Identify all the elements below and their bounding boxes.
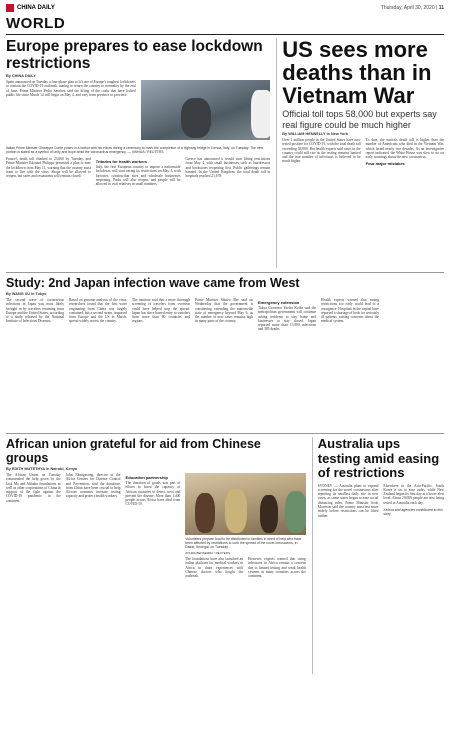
australia-headline: Australia ups testing amid easing of restrictions <box>317 436 440 480</box>
africa-col-3: The donation of goods was part of efforts to boost the capacity of African countries to detect, treat and prevent the disease. More than 1,400 people across Africa have died from COVID-19. <box>125 481 181 507</box>
paper-logo <box>6 4 55 12</box>
study-byline: By WANG XU in Tokyo <box>6 292 47 296</box>
australia-col-2: Elsewhere in the Asia-Pacific, South Korea is set to ease curbs, while New Zealand began its first day at a lower alert level. About 20,000 people are now being tested in Australia each day. <box>383 483 444 505</box>
study-col-1: The second wave of coronavirus infections in Japan was most likely brought in by travelers returning from Europe and the United States, according to a study released by the National Institute of Infectious Diseases. <box>6 298 64 324</box>
study-subhead: Emergency extension <box>258 300 300 305</box>
africa-subhead: Education partnership <box>125 475 168 480</box>
europe-byline: By CHINA DAILY <box>6 74 36 78</box>
europe-photo <box>141 80 271 140</box>
logo-icon <box>6 4 14 12</box>
study-article <box>6 276 444 430</box>
africa-col-1: The African Union on Tuesday commended the help given by the Jack Ma and Alibaba foundations as well as other corporations of China in support of the fight against the COVID-19 pandemic in the continent. <box>6 473 61 503</box>
page-date: Thursday, April 30, 2020 | <box>380 5 438 11</box>
europe-col-4: Greece has announced it would start lifting restrictions from May 4, with small businesses such as hairdressers and bookstores reopening first. Public gatherings remain banned. In the United Kingdom, the total death toll in hospitals reached 21,678. <box>185 157 271 179</box>
us-headline: US sees more deaths than in Vietnam War <box>282 37 432 108</box>
us-article <box>276 38 444 268</box>
africa-photo <box>185 473 305 535</box>
africa-col-4: The foundations have also launched an online platform for medical workers in Africa to share experiences with Chinese doctors who fought the outbreak. <box>185 557 244 579</box>
africa-headline: African union grateful for aid from Chinese groups <box>6 437 261 465</box>
study-col-2: Based on genome analysis of the virus, researchers found that the first wave originating from China was largely contained, but a second strain, imported from Europe and the US in March, spread widely across the country. <box>69 298 127 324</box>
paper-name: CHINA DAILY <box>17 5 55 11</box>
masthead <box>6 4 444 12</box>
europe-headline: Europe prepares to ease lockdown restrictions <box>6 38 263 72</box>
africa-photo-credit: ZOHRA BENSEMRA / REUTERS <box>185 551 230 555</box>
africa-caption: Volunteers prepare food to be distributed to families in need of help who have been affected by restrictions to curb the spread of the novel coronavirus, in Dakar, Senegal, on Tuesday. <box>185 537 302 549</box>
europe-caption: Italian Prime Minister Giuseppe Conte poses in a button with his elbow during a ceremony to mark the completion of a highway bridge in Genoa, Italy, on Tuesday. The new portion is slated as a symbol of unity and hope amid the coronavirus emergency. — XINHUA / REUTERS <box>6 146 264 154</box>
study-col-7 <box>384 298 444 430</box>
study-col-4: Prime Minister Shinzo Abe said on Wednesday that the government is considering extending the nationwide state of emergency beyond May 6, as the number of new cases remains high in many parts of the country. <box>195 298 253 324</box>
africa-col-2: John Nkengasong, director of the Africa Centres for Disease Control and Prevention, said the donations from China have been crucial to help African countries increase testing capacity and protect health workers. <box>65 473 121 499</box>
africa-byline: By EDITH MUTETHYA in Nairobi, Kenya <box>6 467 78 471</box>
africa-col-5: However, experts warned that rising infections in Africa remain a concern due to limited testing and weak health systems in many countries across the continent. <box>248 557 306 579</box>
page-number: 11 <box>438 5 444 11</box>
us-byline: By WILLIAM HENNELLY in New York <box>282 132 348 136</box>
europe-col-3: Italy, the first European country to impose a nationwide lockdown, will start easing its restrictions on May 4, with factories, construction sites and wholesale businesses reopening. Parks will also reopen, and people will be allowed to visit relatives in small numbers. <box>95 165 181 187</box>
study-col-6: Health experts warned that easing restrictions too early could lead to a resurgence. Hospitals in the capital have reported a shortage of beds for seriously ill patients, raising concerns about the medical system. <box>321 298 380 324</box>
europe-subhead: Tributes for health workers <box>95 159 148 164</box>
australia-col-1: SYDNEY — Australia plans to expand screening for the novel coronavirus after reporting its smallest daily rise in new cases, as some states began to ease social distancing rules. Prime Minister Scott Morrison said the country must test more widely before restrictions can be lifted further. <box>317 483 379 518</box>
study-headline: Study: 2nd Japan infection wave came from West <box>6 276 300 290</box>
australia-credit: Xinhua and agencies contributed to this story. <box>383 507 443 516</box>
us-col-1: Over 1 million people in the United States have now tested positive for COVID-19, with the total death toll exceeding 58,000. But health experts said cases in the country could still rise as the testing remains limited and the true number of infections is believed to be much higher. <box>282 138 361 164</box>
africa-article <box>6 437 306 674</box>
section-title: WORLD <box>6 15 444 35</box>
europe-col-1: Spain announced on Tuesday a four-phase plan to lift one of Europe's toughest lockdowns to contain the COVID-19 outbreak, aiming to return the country to normality by the end of June. Prime Minister Pedro Sanchez said the lifting of the curbs that have locked public life since March 14 will begin on May 4, and vary from province to province. <box>6 80 136 97</box>
australia-article <box>312 437 444 674</box>
europe-col-2: France's death toll climbed to 23,660 by Tuesday, and Prime Minister Edouard Philippe presented a plan to ease the lockdown from May 11, warning that the country must learn to live with the virus. Shops will be allowed to reopen, but cafes and restaurants will remain closed. <box>6 157 91 179</box>
us-deck: Official toll tops 58,000 but experts say real figure could be much higher <box>282 109 437 130</box>
europe-article <box>6 38 270 268</box>
study-col-3: The institute said that a more thorough screening of travelers from overseas could have helped stop the spread. Japan has since barred entry to travelers from more than 80 countries and regions. <box>132 298 190 324</box>
study-col-5: Tokyo Governor Yuriko Koike said the metropolitan government will continue asking residents to stay home and businesses to stay closed. Japan reported more than 13,000 infections and 385 deaths. <box>258 306 316 332</box>
us-subhead: Four major mistakes <box>365 161 405 167</box>
us-col-2: To date, the nation's death toll is higher than the number of Americans who died in the Vietnam War, which lasted nearly two decades. As an investigative report indicated, the White House was slow to act on early warnings about the new coronavirus. <box>365 138 444 160</box>
